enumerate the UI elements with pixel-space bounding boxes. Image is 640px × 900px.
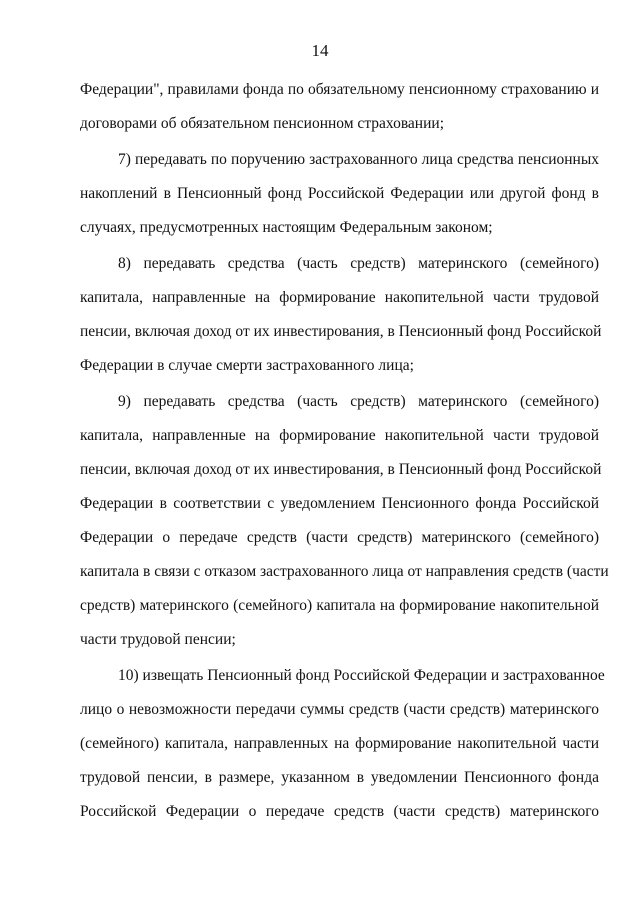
text-line: Федерации", правилами фонда по обязательному пенсионному страхованию и — [80, 81, 599, 98]
text-line: лицо о невозможности передачи суммы средств (части средств) материнского — [80, 701, 599, 718]
text-line: пенсии, включая доход от их инвестирования, в Пенсионный фонд Российской — [80, 461, 602, 478]
text-line: 10) извещать Пенсионный фонд Российской Федерации и застрахованное — [118, 667, 605, 684]
text-line: капитала в связи с отказом застрахованного лица от направления средств (части — [80, 563, 609, 580]
text-line: Федерации в случае смерти застрахованного лица; — [80, 357, 414, 374]
text-line: трудовой пенсии, в размере, указанном в уведомлении Пенсионного фонда — [80, 769, 599, 786]
text-line: Российской Федерации о передаче средств (части средств) материнского — [80, 803, 599, 820]
text-line: Федерации о передаче средств (части средств) материнского (семейного) — [80, 529, 599, 546]
text-line: капитала, направленные на формирование накопительной части трудовой — [80, 427, 599, 444]
text-line: пенсии, включая доход от их инвестирования, в Пенсионный фонд Российской — [80, 323, 602, 340]
text-line: накоплений в Пенсионный фонд Российской Федерации или другой фонд в — [80, 185, 599, 202]
text-line: 8) передавать средства (часть средств) материнского (семейного) — [118, 255, 599, 272]
text-line: капитала, направленные на формирование накопительной части трудовой — [80, 289, 599, 306]
text-line: средств) материнского (семейного) капитала на формирование накопительной — [80, 597, 599, 614]
text-line: 9) передавать средства (часть средств) материнского (семейного) — [118, 393, 599, 410]
text-line: части трудовой пенсии; — [80, 631, 236, 648]
text-line: (семейного) капитала, направленных на формирование накопительной части — [80, 735, 599, 752]
text-line: 7) передавать по поручению застрахованного лица средства пенсионных — [118, 151, 599, 168]
page-number: 14 — [311, 41, 329, 60]
text-line: договорами об обязательном пенсионном страховании; — [80, 115, 445, 132]
text-line: случаях, предусмотренных настоящим Федеральным законом; — [80, 219, 493, 236]
text-line: Федерации в соответствии с уведомлением Пенсионного фонда Российской — [80, 495, 599, 512]
